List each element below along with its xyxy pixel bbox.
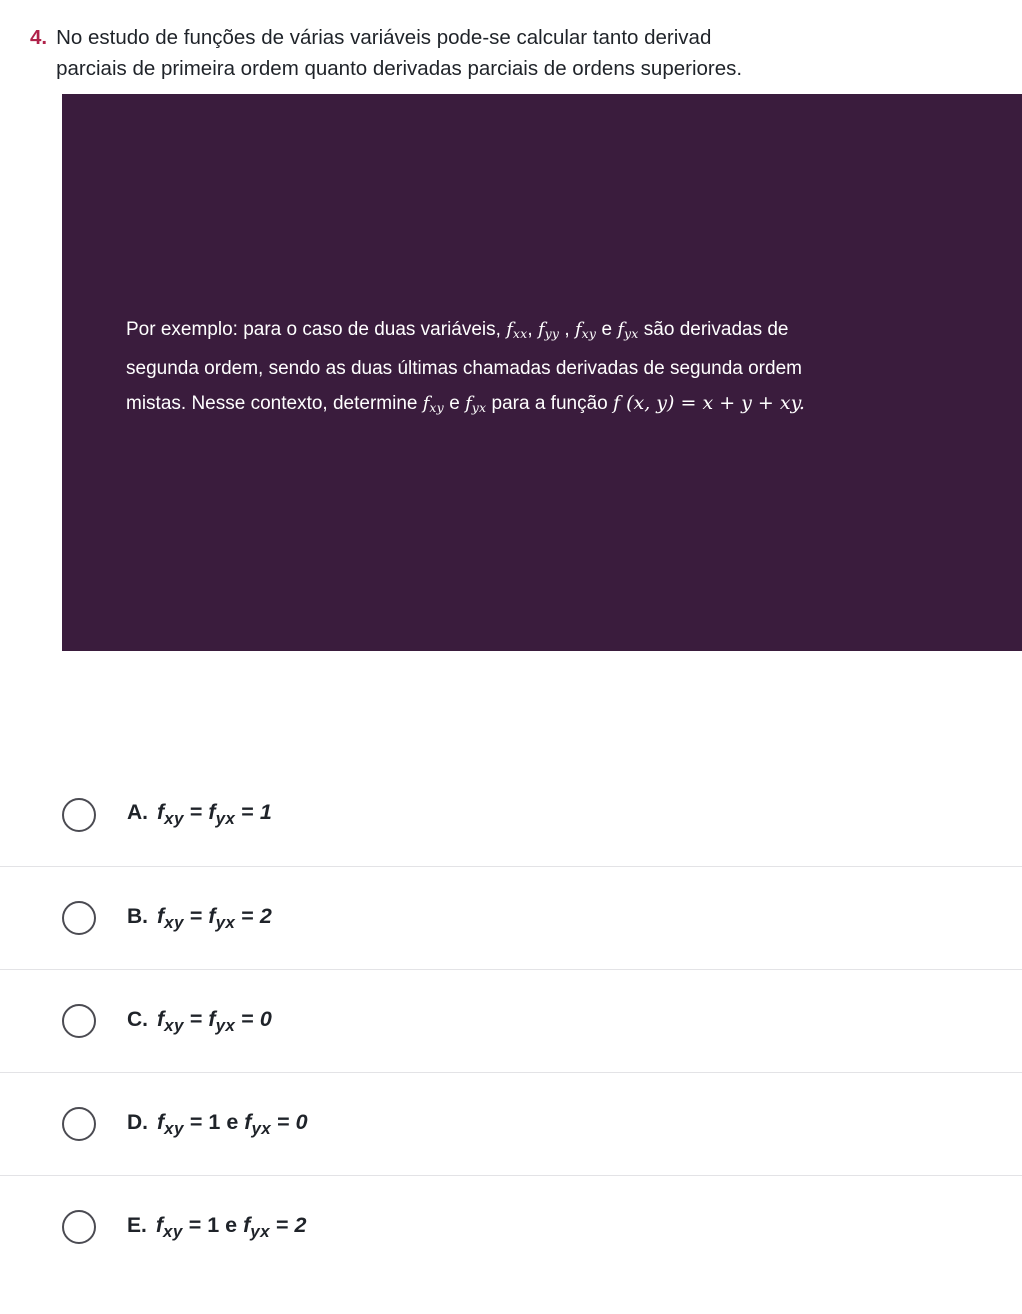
- option-formula: $f_{xy} = f_{yx} = 1$: [157, 800, 272, 828]
- math-fxx: $f_{xx}$: [506, 319, 528, 341]
- answer-option-c[interactable]: [0, 969, 1022, 1072]
- option-letter: D.: [127, 1110, 148, 1134]
- option-letter: B.: [127, 904, 148, 928]
- option-letter: C.: [127, 1007, 148, 1031]
- question-text-line-2: parciais de primeira ordem quanto derivadas parciais de ordens superiores.: [56, 57, 743, 80]
- panel-conj-2: e: [443, 392, 466, 414]
- panel-conj-1: e: [596, 319, 618, 340]
- math-fyx: $f_{yx}$: [617, 319, 639, 341]
- answer-option-b[interactable]: [0, 866, 1022, 969]
- option-letter: E.: [127, 1213, 147, 1237]
- option-formula: $f_{xy} = 1$ e $f_{yx} = 2$: [155, 1212, 307, 1241]
- math-fyx-2: $f_{yx}$: [465, 392, 487, 415]
- answer-option-a[interactable]: [0, 763, 1022, 866]
- math-function-definition: f (x, y) = x + y + xy.: [613, 391, 805, 414]
- panel-line-3-lead: mistas. Nesse contexto, determine: [126, 392, 423, 414]
- math-fxy: $f_{xy}$: [575, 319, 597, 341]
- question-number: 4.: [30, 26, 48, 49]
- question-block: [0, 0, 1022, 84]
- option-formula: $f_{xy} = 1$ e $f_{yx} = 0$: [157, 1109, 308, 1138]
- answer-option-d-label: [127, 1110, 308, 1139]
- question-text-line-1: No estudo de funções de várias variáveis pode-se calcular tanto derivad: [56, 26, 712, 49]
- panel-line-3-mid: para a função: [486, 392, 614, 414]
- panel-line-3: [126, 386, 956, 425]
- math-fyy: $f_{yy}$: [537, 319, 560, 341]
- option-letter: A.: [127, 801, 148, 825]
- panel-line-1-tail: são derivadas de: [638, 319, 789, 340]
- panel-sep-1: ,: [527, 319, 538, 340]
- option-formula: $f_{xy} = f_{yx} = 2$: [157, 903, 272, 932]
- answer-option-d[interactable]: [0, 1072, 1022, 1175]
- radio-button-a[interactable]: [62, 798, 96, 832]
- math-fxy-2: $f_{xy}$: [422, 392, 444, 415]
- radio-button-e[interactable]: [62, 1210, 96, 1244]
- radio-button-b[interactable]: [62, 901, 96, 935]
- answer-option-e-label: [127, 1213, 306, 1242]
- question-text: [56, 22, 742, 84]
- panel-line-2: segunda ordem, sendo as duas últimas chamadas derivadas de segunda ordem: [126, 357, 802, 379]
- panel-sep-2: ,: [559, 319, 575, 340]
- answer-option-c-label: [127, 1007, 272, 1036]
- answer-option-e[interactable]: [0, 1175, 1022, 1278]
- answer-option-a-label: [127, 800, 272, 829]
- question-image-panel: [62, 94, 1022, 651]
- radio-button-d[interactable]: [62, 1107, 96, 1141]
- option-formula: $f_{xy} = f_{yx} = 0$: [157, 1006, 272, 1035]
- answer-option-b-label: [127, 904, 272, 933]
- panel-paragraph: [126, 312, 956, 425]
- panel-line-1-lead: Por exemplo: para o caso de duas variáveis,: [126, 319, 507, 340]
- answer-options-list: [0, 763, 1022, 1278]
- radio-button-c[interactable]: [62, 1004, 96, 1038]
- panel-line-1: [126, 312, 956, 351]
